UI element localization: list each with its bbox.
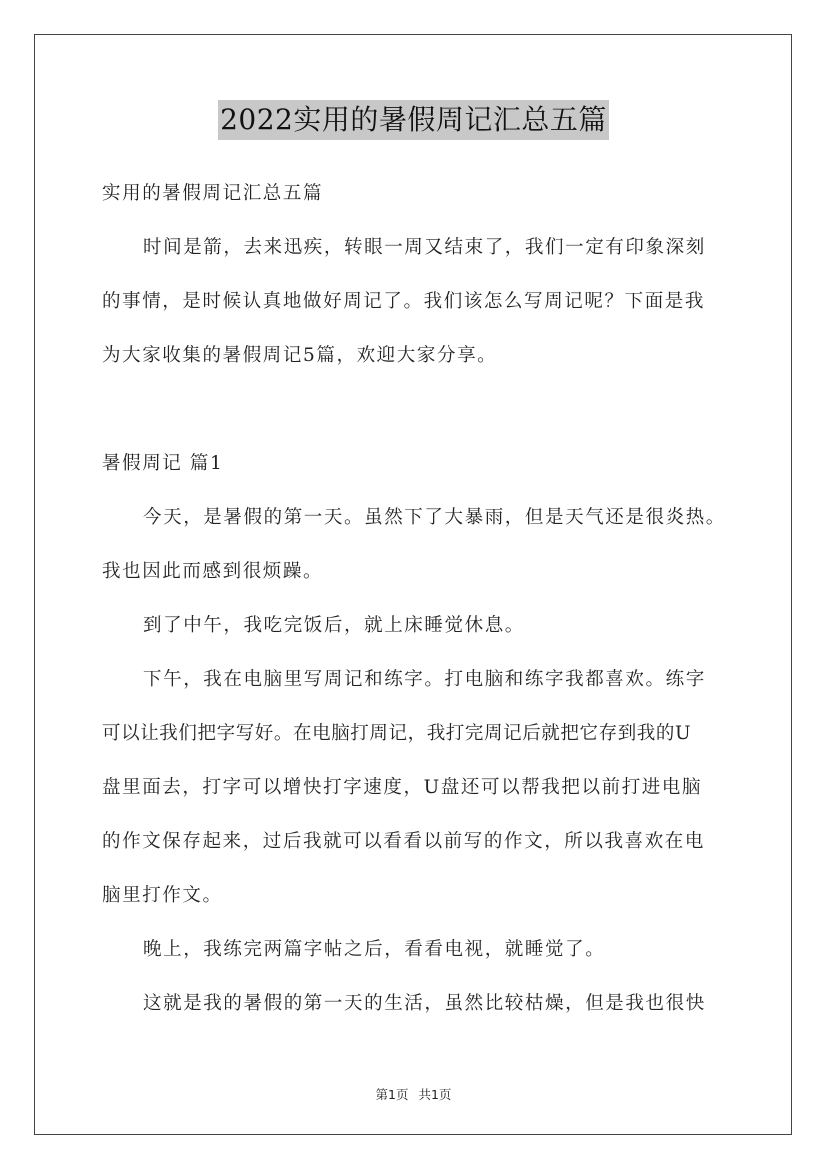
paragraph-line: 盘里面去，打字可以增快打字速度，U盘还可以帮我把以前打进电脑 [102, 777, 703, 798]
intro-line-2: 的事情，是时候认真地做好周记了。我们该怎么写周记呢？下面是我 [102, 291, 706, 312]
title-wrap [0, 100, 827, 140]
paragraph-line: 的作文保存起来，过后我就可以看看以前写的作文，所以我喜欢在电 [102, 831, 706, 852]
paragraph-line: 可以让我们把字写好。在电脑打周记，我打完周记后就把它存到我的U [102, 723, 692, 744]
intro-line-3: 为大家收集的暑假周记5篇，欢迎大家分享。 [102, 345, 498, 366]
intro-line-1: 时间是箭，去来迅疾，转眼一周又结束了，我们一定有印象深刻 [143, 237, 706, 258]
document-body [102, 176, 730, 1040]
paragraph-line: 晚上，我练完两篇字帖之后，看看电视，就睡觉了。 [143, 939, 606, 960]
paragraph-line: 今天，是暑假的第一天。虽然下了大暴雨，但是天气还是很炎热。 [143, 507, 726, 528]
page-total: 共1页 [418, 1087, 452, 1102]
page-footer [0, 1085, 827, 1103]
document-subtitle: 实用的暑假周记汇总五篇 [102, 183, 324, 204]
blank-line [102, 392, 730, 446]
paragraph-line: 下午，我在电脑里写周记和练字。打电脑和练字我都喜欢。练字 [143, 669, 706, 690]
document-title: 2022实用的暑假周记汇总五篇 [218, 100, 609, 140]
section-heading: 暑假周记 篇1 [102, 453, 224, 474]
paragraph-line: 这就是我的暑假的第一天的生活，虽然比较枯燥，但是我也很快 [143, 993, 706, 1014]
page-number: 第1页 [375, 1087, 409, 1102]
paragraph-line: 脑里打作文。 [102, 885, 223, 906]
paragraph-line: 我也因此而感到很烦躁。 [102, 561, 324, 582]
paragraph-line: 到了中午，我吃完饭后，就上床睡觉休息。 [143, 615, 525, 636]
